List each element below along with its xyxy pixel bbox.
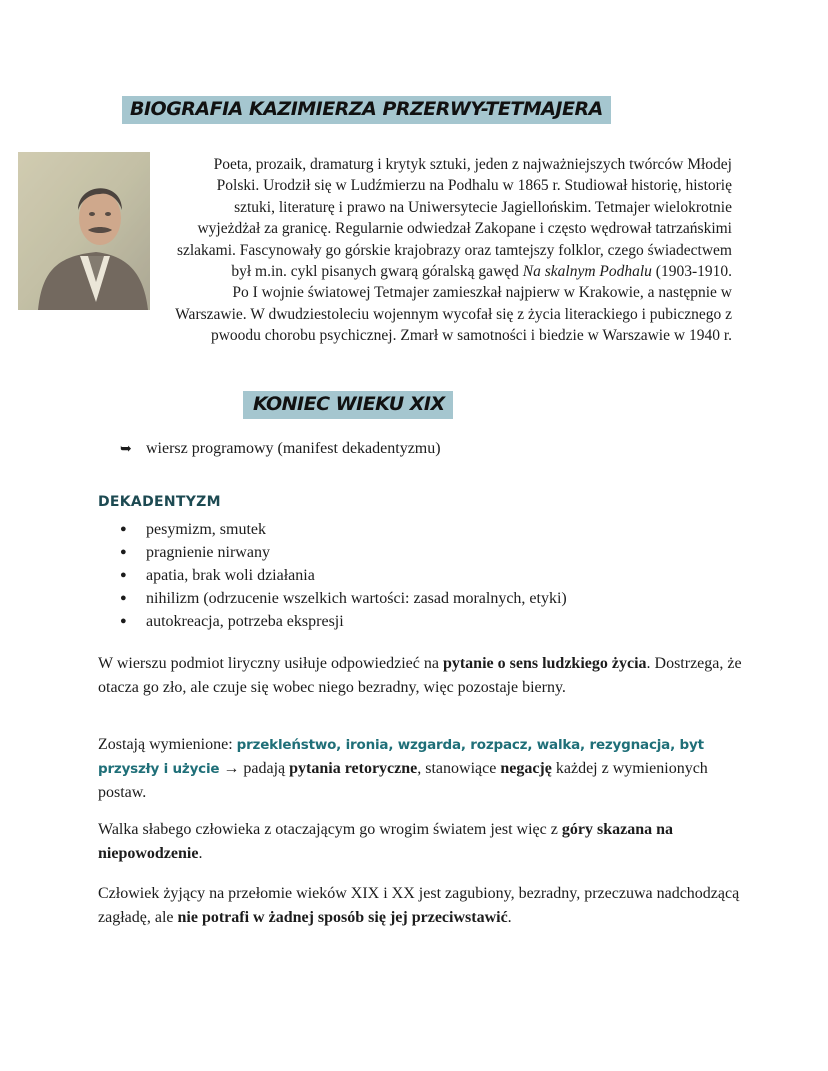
book-title: Na skalnym Podhalu [522,263,652,281]
arrow-icon: ➥ [120,441,132,457]
bio-line: szlakami. Fascynowały go górskie krajobrazy oraz tamtejszy folklor, czego świadectwem [176,241,732,259]
section-title: KONIEC WIEKU XIX [243,391,453,419]
list-item: ● pragnienie nirwany [120,541,567,564]
subheading: DEKADENTYZM [98,494,221,510]
bio-line: Warszawie. W dwudziestoleciu wojennym wycofał się z życia literackiego i pubicznego z [175,305,732,323]
page-title: BIOGRAFIA KAZIMIERZA PRZERWY-TETMAJERA [122,96,611,124]
bullet-icon: ● [120,569,127,581]
bio-line: pwoodu chorobu psychicznej. Zmarł w samotności i biedzie w Warszawie w 1940 r. [210,327,732,345]
paragraph-4: Człowiek żyjący na przełomie wieków XIX i XX jest zagubiony, bezradny, przeczuwa nadchodzącą zagładę, ale nie potrafi w żadnej sposób się jej przeciwstawić. [98,885,740,926]
highlighted-terms: przekleństwo, ironia, wzgarda, rozpacz, walka, rezygnacja, byt przyszły i użycie [98,737,704,777]
bio-line: Poeta, prozaik, dramaturg i krytyk sztuki, jeden z najważniejszych twórców Młodej [213,156,732,173]
list-item: ● pesymizm, smutek [120,518,567,541]
biography-paragraph [100,154,732,347]
bullet-icon: ● [120,523,127,535]
bio-line: Polski. Urodził się w Ludźmierzu na Podhalu w 1865 r. Studiował historię, historię [216,177,732,195]
arrow-list-item: ➥ wiersz programowy (manifest dekadentyzmu) [120,440,441,457]
paragraph-1: W wierszu podmiot liryczny usiłuje odpowiedzieć na pytanie o sens ludzkiego życia. Dostrzega, że otacza go zło, ale czuje się wobec niego bezradny, więc pozostaje bierny. [98,655,742,696]
bullet-list [120,518,567,633]
paragraph-3: Walka słabego człowieka z otaczającym go wrogim światem jest więc z góry skazana na niepowodzenie. [98,821,673,862]
list-item: ● apatia, brak woli działania [120,564,567,587]
list-item: ● autokreacja, potrzeba ekspresji [120,610,567,633]
bullet-icon: ● [120,592,127,604]
list-item: ● nihilizm (odrzucenie wszelkich wartości: zasad moralnych, etyki) [120,587,567,610]
bio-line: wyjeżdżał za granicę. Regularnie odwiedzał Zakopane i często wędrował tatrzańskimi [197,220,732,238]
bullet-icon: ● [120,615,127,627]
paragraph-2: Zostają wymienione: przekleństwo, ironia, wzgarda, rozpacz, walka, rezygnacja, byt przyszły i użycie → padają pytania retoryczne, stanowiące negację każdej z wymienionych postaw. [98,736,708,801]
bio-line: Po I wojnie światowej Tetmajer zamieszkał najpierw w Krakowie, a następnie w [232,284,732,302]
bio-line: sztuki, literaturę i prawo na Uniwersytecie Jagiellońskim. Tetmajer wielokrotnie [234,198,732,216]
bio-line: był m.in. cykl pisanych gwarą góralską gawęd Na skalnym Podhalu (1903-1910. [231,263,732,281]
bullet-icon: ● [120,546,127,558]
